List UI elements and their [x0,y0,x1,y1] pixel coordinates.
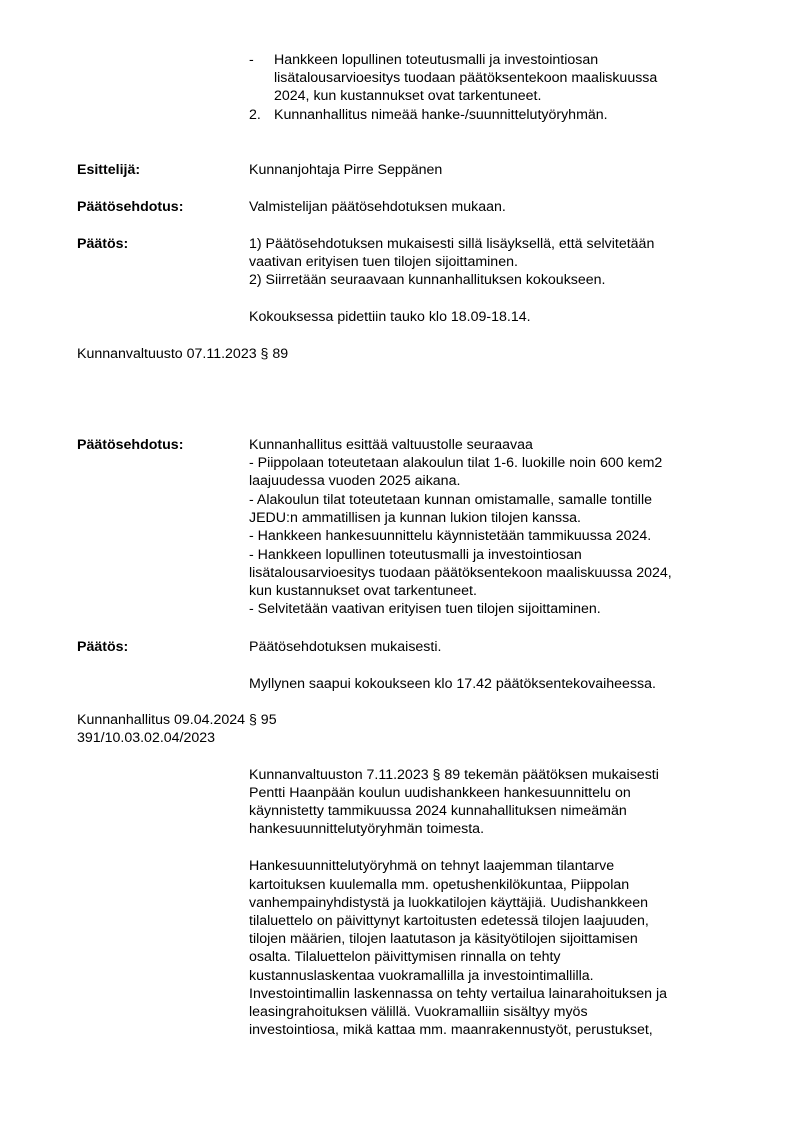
proposal-line: - Hankkeen lopullinen toteutusmalli ja investointiosan [249,547,582,563]
proposal-line: JEDU:n ammatillisen ja kunnan lukion tilojen kanssa. [249,510,581,526]
para2-line: investointiosa, mikä kattaa mm. maanrakennustyöt, perustukset, [249,1022,653,1038]
paatosehdotus-value: Valmistelijan päätösehdotuksen mukaan. [249,199,506,215]
paatos-label-2: Päätös: [77,639,129,655]
list-item-line: Kunnanhallitus nimeää hanke-/suunnittelutyöryhmän. [274,107,608,123]
para2-line: osalta. Tilaluettelon päivittymisen rinnalla on tehty [249,949,561,965]
proposal-line: - Piippolaan toteutetaan alakoulun tilat 1-6. luokille noin 600 kem2 [249,455,663,471]
para2-line: Investointimallin laskennassa on tehty vertailua lainarahoituksen ja [249,986,667,1002]
para2-line: kartoituksen kuulemalla mm. opetushenkilökuntaa, Piippolan [249,877,630,893]
para1-line: käynnistetty tammikuussa 2024 kunnahallituksen nimeämän [249,803,627,819]
para2-line: leasingrahoituksen välillä. Vuokramalliin sisältyy myös [249,1004,588,1020]
paatos-line: 1) Päätösehdotuksen mukaisesti sillä lisäyksellä, että selvitetään [249,236,655,252]
proposal-line: lisätalousarvioesitys tuodaan päätöksentekoon maaliskuussa 2024, [249,565,672,581]
list-item-line: lisätalousarvioesitys tuodaan päätöksentekoon maaliskuussa [274,70,658,86]
para2-line: tilaluettelo on päivittynyt kartoitusten edetessä tilojen laajuuden, [249,913,649,929]
esittelija-label: Esittelijä: [77,162,141,178]
paatos-line: vaativan erityisen tuen tilojen sijoittaminen. [249,254,518,270]
proposal-line: laajuudessa vuoden 2025 aikana. [249,473,461,489]
proposal-line: Kunnanhallitus esittää valtuustolle seuraavaa [249,437,533,453]
paatosehdotus-label-2: Päätösehdotus: [77,437,184,453]
para1-line: Kunnanvaltuuston 7.11.2023 § 89 tekemän päätöksen mukaisesti [249,767,659,783]
list-item-marker: 2. [249,107,261,123]
para2-line: Hankesuunnittelutyöryhmä on tehnyt laajemman tilantarve [249,858,615,874]
paatosehdotus-label: Päätösehdotus: [77,199,184,215]
esittelija-value: Kunnanjohtaja Pirre Seppänen [249,162,443,178]
para1-line: Pentti Haanpään koulun uudishankkeen hankesuunnittelu on [249,785,631,801]
hallitus-header: Kunnanhallitus 09.04.2024 § 95 [77,712,277,728]
myllynen-note: Myllynen saapui kokoukseen klo 17.42 päätöksentekovaiheessa. [249,676,656,692]
diary-number: 391/10.03.02.04/2023 [77,730,216,746]
paatos-line: 2) Siirretään seuraavaan kunnanhallituksen kokoukseen. [249,272,606,288]
proposal-line: - Alakoulun tilat toteutetaan kunnan omistamalle, samalle tontille [249,492,652,508]
para1-line: hankesuunnittelutyöryhmän toimesta. [249,821,485,837]
tauko-note: Kokouksessa pidettiin tauko klo 18.09-18.14. [249,309,531,325]
paatos-label: Päätös: [77,236,129,252]
valtuusto-header: Kunnanvaltuusto 07.11.2023 § 89 [77,346,289,362]
list-item-marker: - [249,52,254,68]
list-item-line: Hankkeen lopullinen toteutusmalli ja investointiosan [274,52,599,68]
paatos-value-2: Päätösehdotuksen mukaisesti. [249,639,442,655]
list-item-line: 2024, kun kustannukset ovat tarkentuneet. [274,88,542,104]
para2-line: vanhempainyhdistystä ja luokkatilojen käyttäjiä. Uudishankkeen [249,895,649,911]
proposal-line: - Hankkeen hankesuunnittelu käynnistetään tammikuussa 2024. [249,528,652,544]
para2-line: kustannuslaskentaa vuokramallilla ja investointimallilla. [249,968,594,984]
proposal-line: kun kustannukset ovat tarkentuneet. [249,583,477,599]
para2-line: tilojen määrien, tilojen laatutason ja käsityötilojen sijoittamisen [249,931,638,947]
proposal-line: - Selvitetään vaativan erityisen tuen tilojen sijoittaminen. [249,601,601,617]
